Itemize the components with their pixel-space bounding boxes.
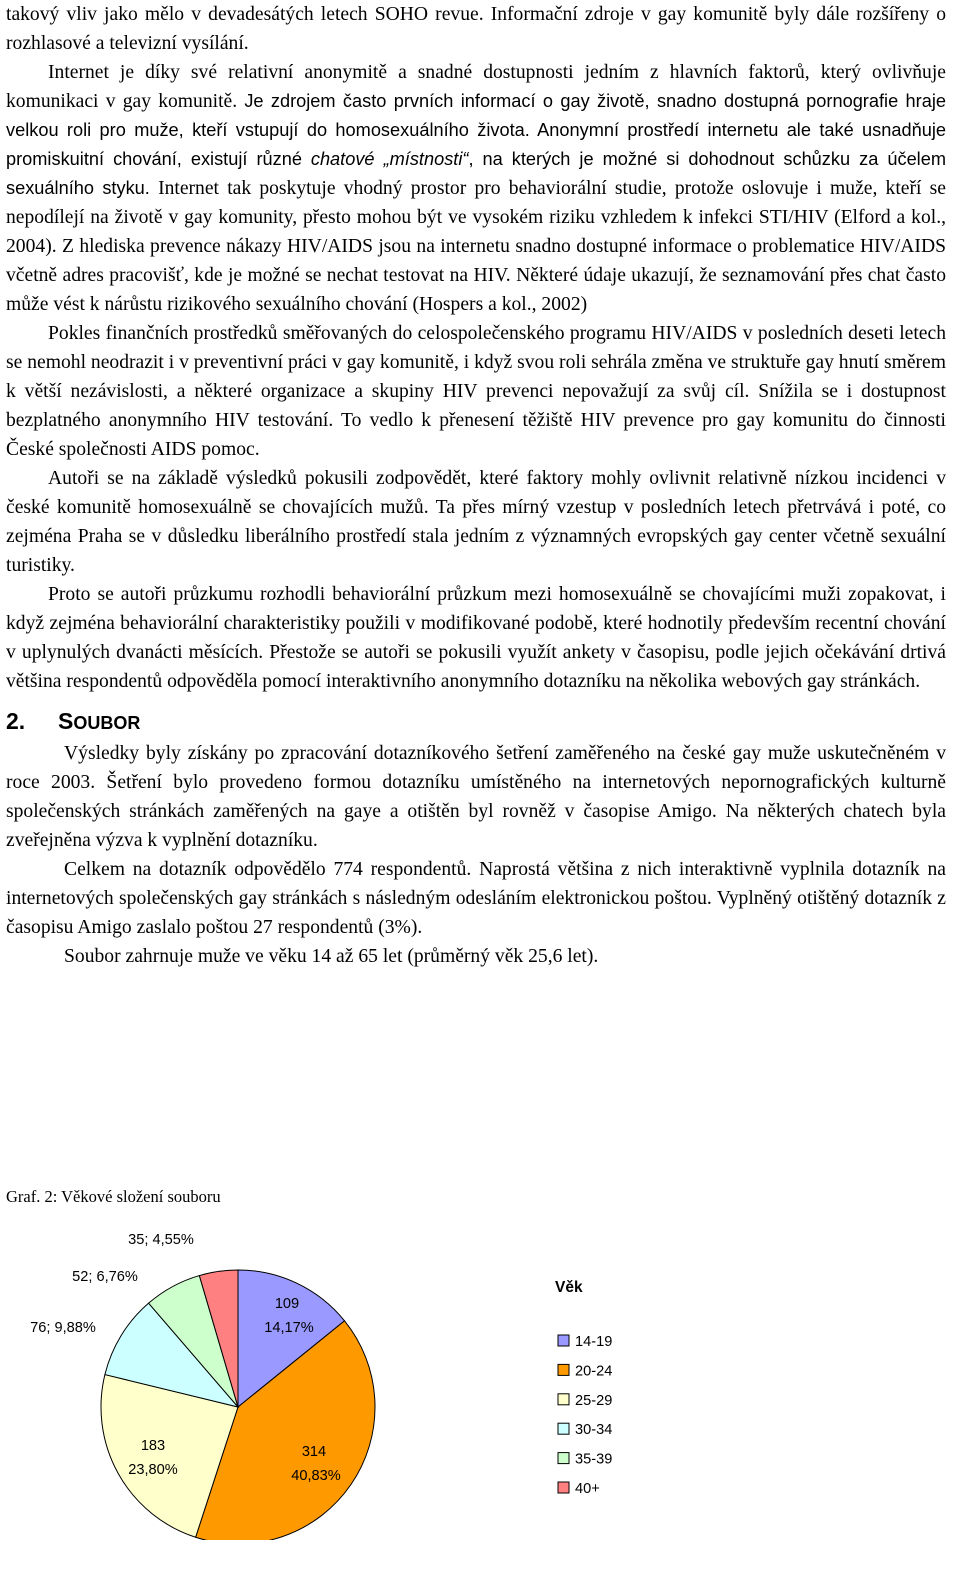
age-pie-chart [0,1210,960,1540]
internet-text-sans-a: Je zdrojem často prvních informací o gay životě, snadno dostupná pornografie hraje velkou roli pro muže, kteří vstupují do homosexuálního života. Anonymní prostředí internetu ale také usnadňuje promiskuitní chování, existují různé [6,91,946,169]
paragraph-respondents: Celkem na dotazník odpovědělo 774 respondentů. Naprostá většina z nich interaktivně vyplnila dotazník na internetových společenských gay stránkách s následným odesláním elektronickou poštou. Vyplněný otištěný dotazník z časopisu Amigo zaslalo poštou 27 respondentů (3%). [6,859,946,938]
data-label-40-plus: 35; 4,55% [128,1232,194,1248]
document-page [6,0,946,971]
paragraph-soho: takový vliv jako mělo v devadesátých letech SOHO revue. Informační zdroje v gay komunitě byly dále rozšířeny o rozhlasové a televizní vysílání. [6,4,946,54]
internet-text-sans-b: , na kterých je možné si dohodnout schůzku za účelem sexuálního styku. [6,149,946,198]
data-label-25-29-value: 183 [140,1438,166,1454]
paragraph-age-range: Soubor zahrnuje muže ve věku 14 až 65 let (průměrný věk 25,6 let). [64,946,599,967]
paragraph-internet [6,58,946,319]
legend-label-30-34: 30-34 [575,1422,613,1439]
paragraph-results: Výsledky byly získány po zpracování dotazníkového šetření zaměřeného na české gay muže uskutečněném v roce 2003. Šetření bylo provedeno formou dotazníku umístěného na internetových nepornografických kulturně společenských stránkách zaměřených na gaye a otištěn byl rovněž v časopise Amigo. Na některých chatech byla zveřejněna výzva k vyplnění dotazníku. [6,743,946,851]
legend-label-14-19: 14-19 [575,1334,613,1350]
legend-swatch-20-24 [558,1364,569,1375]
data-label-20-24-value: 314 [301,1444,327,1460]
section-heading [6,703,946,739]
internet-text-serif-a: Internet je díky své relativní anonymitě a snadné dostupnosti jedním z hlavních faktorů, který ovlivňuje komunikaci v gay komunitě. [6,62,946,112]
section-number: 2. [6,708,26,734]
paragraph-survey: Proto se autoři průzkumu rozhodli behaviorální průzkum mezi homosexuálně se chovajícími muži zopakovat, i když zejména behaviorální charakteristiky použili v modifikované podobě, které hodnotily především recentní chování v uplynulých dvanácti měsících. Přestože se autoři se pokusili využít ankety v časopisu, podle jejich očekávání drtivá většina respondentů odpověděla pomocí interaktivního anonymního dotazníku na několika webových gay stránkách. [6,584,946,692]
legend-label-20-24: 20-24 [575,1363,613,1380]
internet-text-serif-b: Internet tak poskytuje vhodný prostor pro behaviorální studie, protože oslovuje i muže, kteří se nepodílejí na životě v gay komunity, přesto mohou být ve vysokém riziku vzhledem k infekci STI/HIV (Elford a kol., 2004). Z hlediska prevence nákazy HIV/AIDS jsou na internetu snadno dostupné informace o problematice HIV/AIDS včetně adres pracovišť, kde je možné se nechat testovat na HIV. Některé údaje ukazují, že seznamování přes chat často může vést k nárůstu rizikového sexuálního chování (Hospers a kol., 2002) [6,178,946,315]
data-label-20-24-percent: 40,83% [291,1468,341,1484]
data-label-25-29-percent: 23,80% [128,1462,178,1478]
paragraph-funding: Pokles finančních prostředků směřovaných do celospolečenského programu HIV/AIDS v posledních deseti letech se nemohl neodrazit i v preventivní práci v gay komunitě, i když svou roli sehrála změna ve struktuře gay hnutí směrem k větší nezávislosti, a některé organizace a skupiny HIV prevenci nepovažují za svůj cíl. Snížila se i dostupnost bezplatného anonymního HIV testování. To vedlo k přenesení těžiště HIV prevence pro gay komunitu do činnosti České společnosti AIDS pomoc. [6,323,946,460]
section-title-initial: S [58,708,74,734]
legend-swatch-25-29 [558,1394,569,1405]
section-title-rest: OUBOR [73,713,141,733]
internet-text-italic: chatové „místnosti“ [310,149,469,169]
legend-label-25-29: 25-29 [575,1392,613,1409]
legend-label-40+: 40+ [575,1481,600,1497]
legend-swatch-30-34 [558,1423,569,1434]
data-label-35-39: 52; 6,76% [72,1269,138,1285]
paragraph-authors: Autoři se na základě výsledků pokusili zodpovědět, které faktory mohly ovlivnit relativně nízkou incidenci v české komunitě homosexuálně se chovajících mužů. Ta přes mírný vzestup v posledních letech přetrvává i poté, co zejména Praha se v důsledku liberálního prostředí stala jedním z významných evropských gay center včetně sexuální turistiky. [6,468,946,576]
legend-swatch-14-19 [558,1335,569,1346]
legend-label-35-39: 35-39 [575,1451,613,1468]
data-label-14-19-value: 109 [274,1296,300,1312]
data-label-30-34: 76; 9,88% [30,1320,96,1336]
chart-caption: Graf. 2: Věkové složení souboru [6,1187,221,1206]
legend-swatch-40+ [558,1482,569,1493]
legend-title: Věk [555,1279,583,1296]
data-label-14-19-percent: 14,17% [264,1320,314,1336]
legend-swatch-35-39 [558,1453,569,1464]
